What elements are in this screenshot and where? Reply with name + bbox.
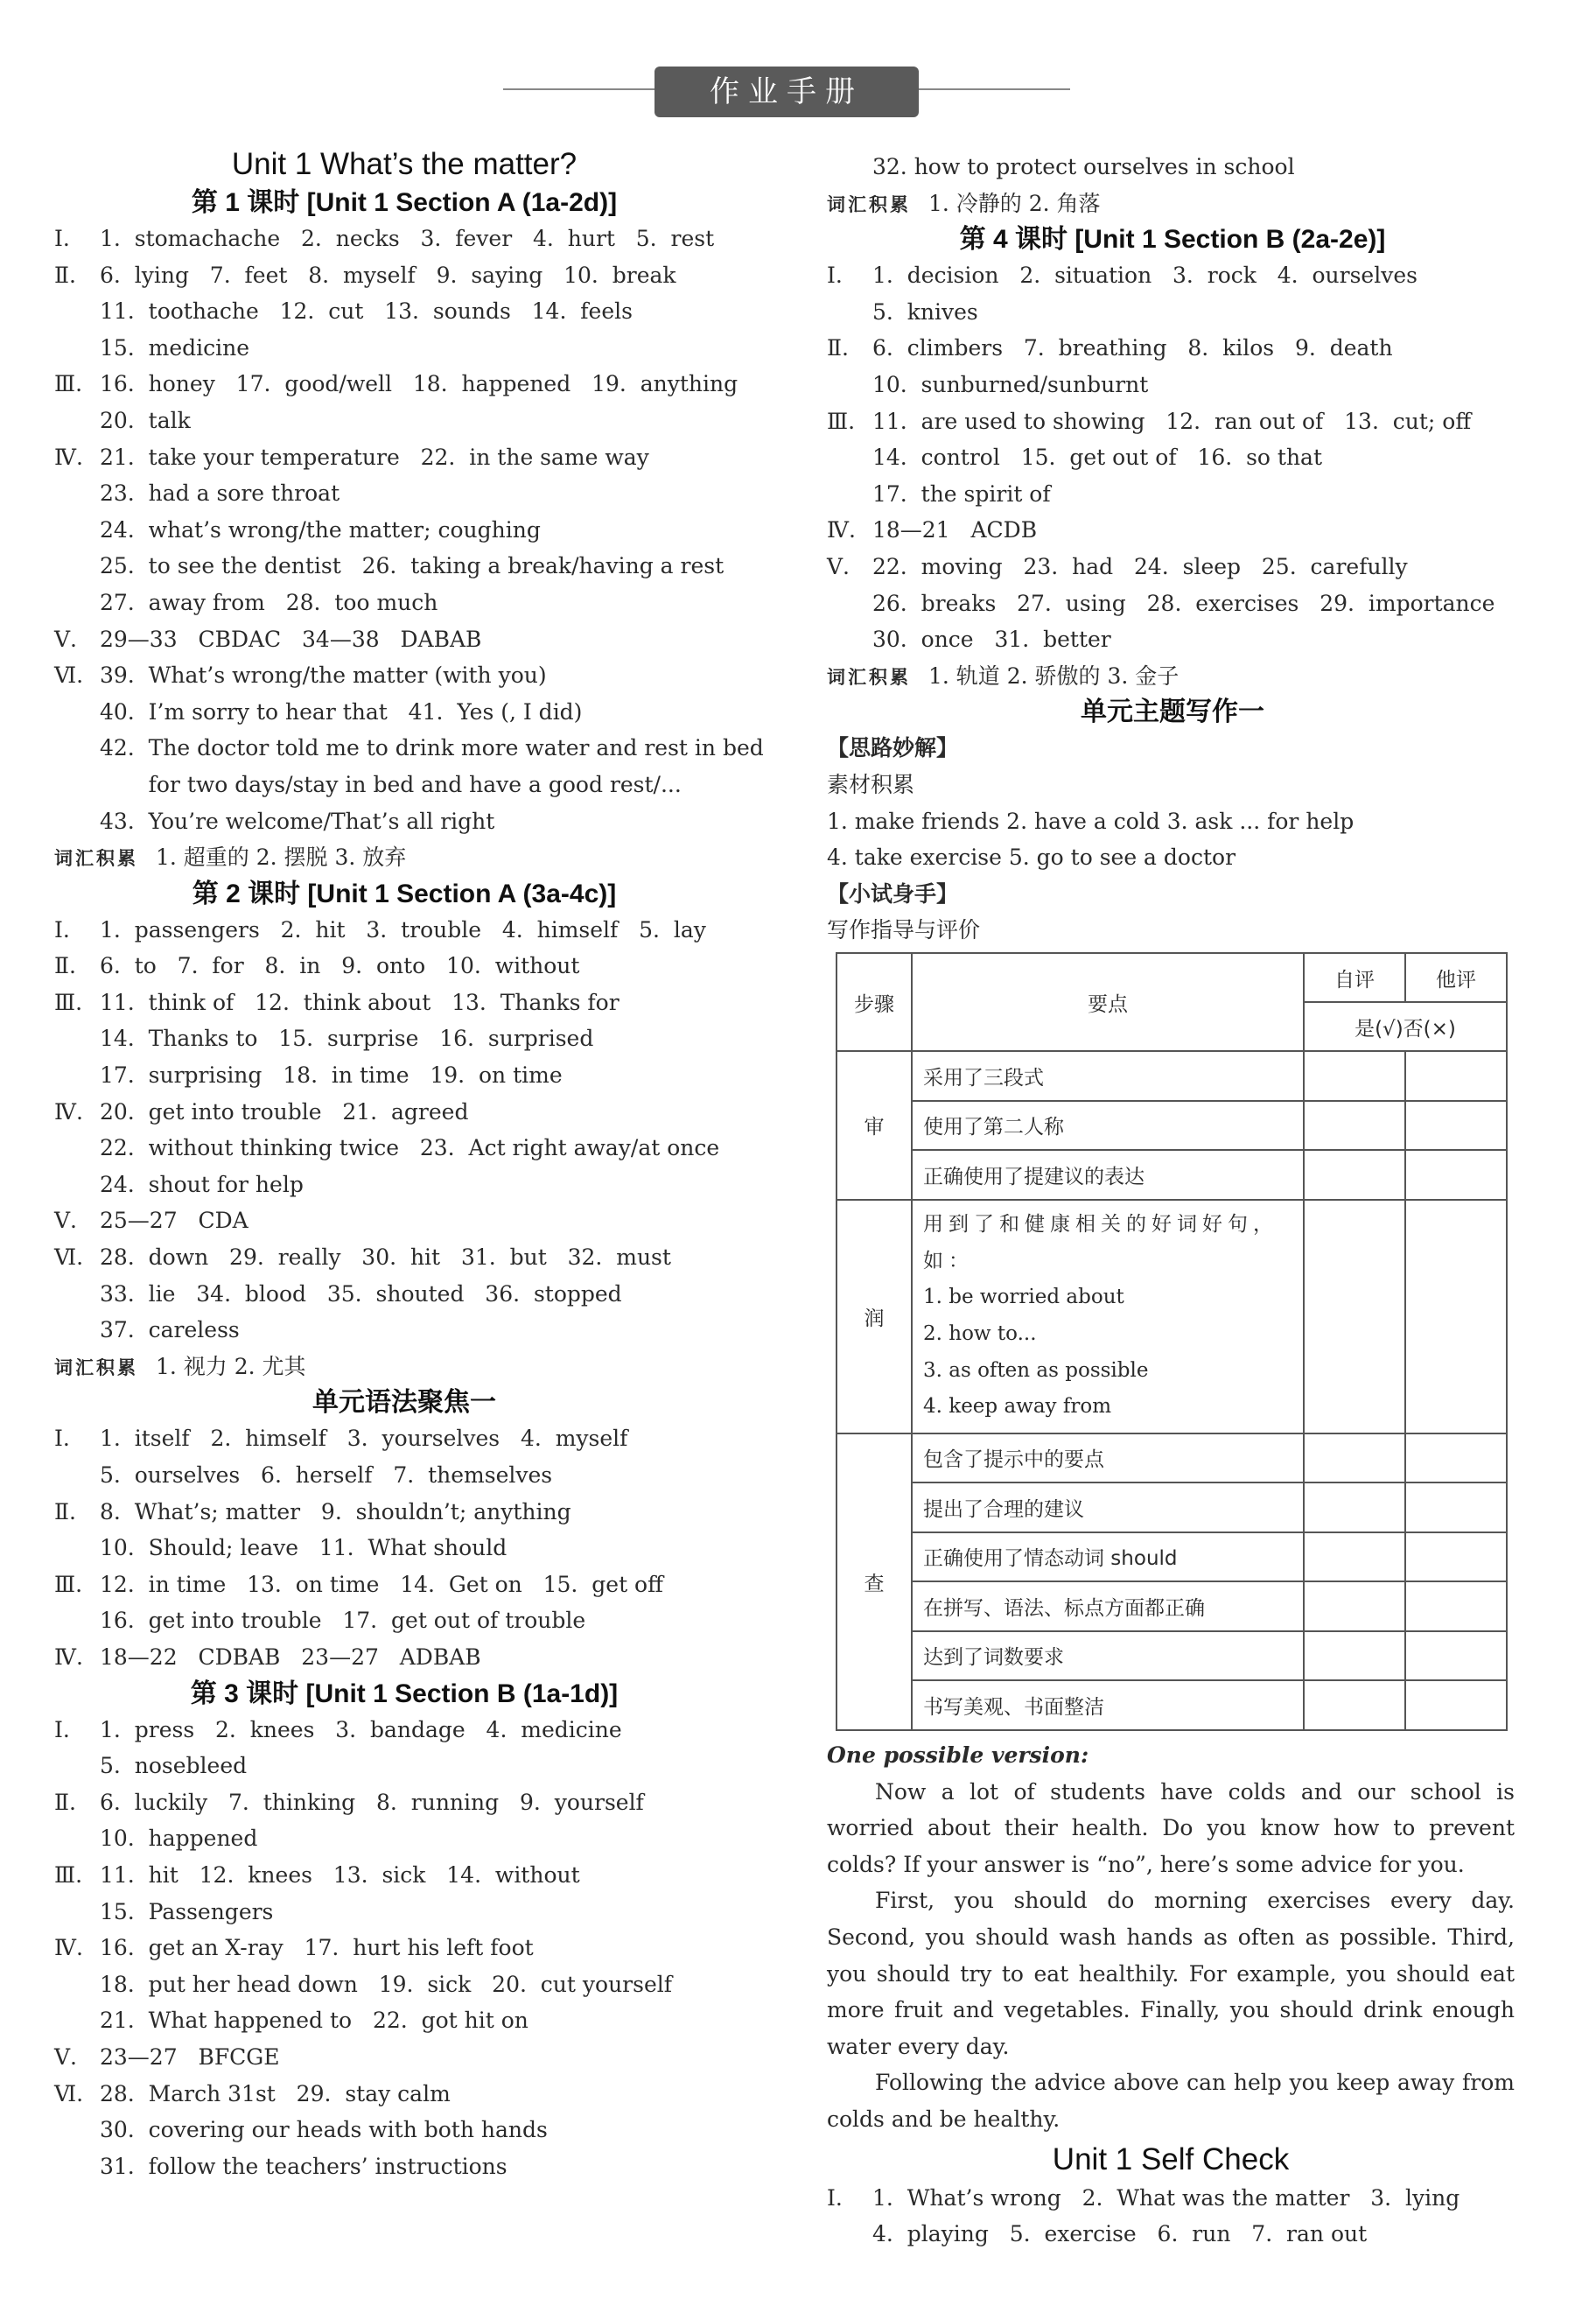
answer-text: 6. lying 7. feet 8. myself 9. saying 10. break [100,262,676,288]
section-numeral: Ⅴ. [54,1208,78,1234]
answer-text: 20. get into trouble 21. agreed [100,1098,469,1125]
criterion: 达到了词数要求 [912,1631,1304,1681]
section-numeral: Ⅰ. [54,226,70,251]
answer-line [54,475,754,512]
answer-text: 8. What’s; matter 9. shouldn’t; anything [100,1498,571,1524]
right-column [827,149,1518,949]
criterion: 采用了三段式 [912,1051,1304,1101]
answer-text: 16. get an X-ray 17. hurt his left foot [100,1935,534,1961]
answer-line [54,439,754,476]
answer-line [54,1820,754,1857]
answer-line [54,1312,754,1349]
section-numeral: Ⅱ. [54,1789,76,1815]
vocab-tag: 词汇积累 [827,193,911,215]
answer-text: 24. what’s wrong/the matter; coughing [100,516,541,543]
page-banner: 作业手册 [654,67,919,117]
polish-criteria: 用到了和健康相关的好词好句，如： 1. be worried about 2. how to... 3. as often as possible 4. keep away from [912,1200,1304,1433]
answer-text: 1. press 2. knees 3. bandage 4. medicine [100,1716,622,1742]
vocab-tag: 词汇积累 [827,666,911,688]
peer-cell [1405,1101,1507,1151]
answer-text: 11. hit 12. knees 13. sick 14. without [100,1861,580,1888]
section-numeral: Ⅳ. [827,517,856,543]
answer-text: 25—27 CDA [100,1208,248,1234]
answer-text: 16. get into trouble 17. get out of trouble [100,1608,586,1634]
answer-text: 43. You’re welcome/That’s all right [100,808,495,834]
peer-cell [1405,1581,1507,1631]
answer-text: 24. shout for help [100,1171,304,1197]
answer-text: 33. lie 34. blood 35. shouted 36. stopped [100,1280,622,1307]
peer-cell [1405,1200,1507,1433]
answer-line [54,512,754,549]
answer-line [54,293,754,330]
answer-line [54,948,754,985]
essay-paragraph: Now a lot of students have colds and our school is worried about their health. Do you know how to prevent colds? If your answer is “no”, here’s some advice for you. [827,1778,1515,1877]
answer-line [54,585,754,621]
answer-line [827,439,1518,476]
section-numeral: Ⅵ. [54,1244,84,1271]
section-numeral: Ⅱ. [54,262,76,288]
answer-text: 17. surprising 18. in time 19. on time [100,1062,563,1089]
criterion: 书写美观、书面整洁 [912,1680,1304,1730]
lesson2-vocab: 词汇积累 1. 视力 2. 尤其 [54,1353,306,1379]
section-numeral: Ⅱ. [54,1498,76,1524]
section-numeral: Ⅰ. [827,2184,843,2211]
answer-text: 12. in time 13. on time 14. Get on 15. get off [100,1571,663,1597]
answer-line [54,1894,754,1931]
answer-line [827,294,1518,331]
answer-text: 14. control 15. get out of 16. so that [872,445,1323,471]
answer-line [54,1420,754,1457]
answer-text: 5. knives [872,298,978,325]
col-self: 自评 [1304,953,1405,1002]
answer-line [54,1202,754,1239]
answer-text: 14. Thanks to 15. surprise 16. surprised [100,1026,594,1052]
section-numeral: Ⅲ. [54,371,83,397]
answer-line [54,548,754,585]
lesson3-answers [54,1712,754,2185]
answer-line [54,1639,754,1676]
answer-text: 4. playing 5. exercise 6. run 7. ran out [872,2221,1368,2247]
answer-text: 11. are used to showing 12. ran out of 13. cut; off [872,408,1472,434]
answer-line [54,1494,754,1531]
answer-line [54,1712,754,1749]
answer-text: 15. Passengers [100,1898,274,1924]
col-step: 步骤 [836,953,912,1051]
vocab-tag: 词汇积累 [54,1356,138,1378]
section-numeral: Ⅴ. [54,626,78,652]
answer-line [54,803,754,840]
self-cell [1304,1200,1405,1433]
answer-text: 1. passengers 2. hit 3. trouble 4. himself 5. lay [100,916,706,943]
answer-line [827,403,1518,440]
answer-line [54,1239,754,1276]
answer-text: 18—22 CDBAB 23—27 ADBAB [100,1644,481,1670]
answer-line [54,330,754,367]
answer-line [54,1130,754,1167]
step-polish: 润 [836,1200,912,1433]
answer-line [827,585,1518,622]
lesson4-title: 第 4 课时 [Unit 1 Section B (2a-2e)] [959,225,1386,255]
peer-cell [1405,1680,1507,1730]
answer-line [54,2076,754,2113]
answer-text: 1. What’s wrong 2. What was the matter 3. lying [872,2184,1460,2211]
section-numeral: Ⅳ. [54,444,83,470]
answer-text: 6. luckily 7. thinking 8. running 9. yourself [100,1789,644,1815]
peer-cell [1405,1051,1507,1101]
answer-text: 5. ourselves 6. herself 7. themselves [100,1462,553,1488]
answer-line [827,621,1518,658]
section-numeral: Ⅰ. [54,916,70,943]
section-numeral: Ⅴ. [827,553,850,579]
vocab-tag: 词汇积累 [54,848,138,870]
answer-line [54,1748,754,1784]
banner-rule-left [503,88,656,90]
self-cell [1304,1150,1405,1200]
section-numeral: Ⅰ. [54,1716,70,1742]
answer-text: 6. to 7. for 8. in 9. onto 10. without [100,953,580,979]
sample-essay [827,1737,1515,2253]
peer-cell [1405,1150,1507,1200]
peer-cell [1405,1482,1507,1532]
answer-line [54,1930,754,1966]
answer-text: 22. without thinking twice 23. Act right away/at once [100,1135,720,1161]
writing-title: 单元主题写作一 [1081,697,1264,727]
answer-line [54,1784,754,1821]
answer-text: 18. put her head down 19. sick 20. cut yourself [100,1971,673,1997]
answer-line [54,1094,754,1131]
answer-text: 37. careless [100,1317,240,1343]
answer-text: 11. think of 12. think about 13. Thanks for [100,989,620,1015]
materials-line: 1. make friends 2. have a cold 3. ask ... for help [827,808,1354,834]
criterion: 在拼写、语法、标点方面都正确 [912,1581,1304,1631]
answer-line [827,2180,1515,2217]
answer-line [54,657,754,694]
answer-text: 1. stomachache 2. necks 3. fever 4. hurt 5. rest [100,226,715,251]
guide-label: 写作指导与评价 [827,917,981,943]
answer-text: 15. medicine [100,334,250,361]
essay-lead: One possible version: [827,1742,1089,1768]
criterion: 提出了合理的建议 [912,1482,1304,1532]
answer-text: 28. March 31st 29. stay calm [100,2080,451,2106]
materials-line: 4. take exercise 5. go to see a doctor [827,845,1236,871]
criterion: 包含了提示中的要点 [912,1433,1304,1483]
lesson4-answers [827,257,1518,658]
answer-line [827,2216,1515,2253]
answer-line [54,1602,754,1639]
answer-text: 31. follow the teachers’ instructions [100,2153,508,2179]
essay-paragraph: Following the advice above can help you keep away from colds and be healthy. [827,2070,1515,2132]
lesson1-answers [54,221,764,839]
answer-line [827,512,1518,549]
unit-title: Unit 1 What’s the matter? [231,147,578,181]
col-peer: 他评 [1405,953,1507,1002]
answer-line [54,767,754,803]
answer-text: 6. climbers 7. breathing 8. kilos 9. death [872,335,1393,361]
section-numeral: Ⅵ. [54,2080,84,2106]
answer-line [54,1457,754,1494]
peer-cell [1405,1631,1507,1681]
answer-line [54,2112,754,2148]
answer-text: 10. sunburned/sunburnt [872,371,1149,397]
answer-line [54,1167,754,1203]
answer-line [54,257,754,294]
lesson4-vocab: 词汇积累 1. 轨道 2. 骄傲的 3. 金子 [827,662,1180,689]
answer-text: 25. to see the dentist 26. taking a break/having a rest [100,553,724,579]
answer-line [54,366,754,403]
left-column [54,144,764,2184]
answer-line [54,912,754,949]
answer-text: 1. itself 2. himself 3. yourselves 4. myself [100,1426,628,1452]
answer-text: 10. happened [100,1826,258,1852]
lesson1-vocab: 词汇积累 1. 超重的 2. 摆脱 3. 放弃 [54,845,407,871]
answer-line [54,1966,754,2003]
answer-line [827,476,1518,513]
lesson2-answers [54,912,754,1349]
answer-line [54,1857,754,1894]
section-numeral: Ⅵ. [54,662,84,689]
self-cell [1304,1581,1405,1631]
self-check-answers [827,2180,1515,2253]
answer-text: 18—21 ACDB [872,517,1038,543]
essay-paragraph: First, you should do morning exercises every day. Second, you should wash hands as often as possible. Third, you should try to eat healthily. For example, you should eat more fruit and vegetables. Finally, you should drink enough water every day. [827,1888,1515,2059]
answer-line [54,221,754,257]
step-check: 查 [836,1433,912,1730]
answer-text: 21. take your temperature 22. in the same way [100,444,649,470]
section-numeral: Ⅲ. [54,1571,83,1597]
answer-line [54,730,764,767]
answer-text: for two days/stay in bed and have a good rest/... [100,771,682,797]
answer-text: 29—33 CBDAC 34—38 DABAB [100,626,482,652]
answer-line [54,1020,754,1057]
answer-line [54,985,754,1021]
answer-line [54,621,754,658]
answer-text: 22. moving 23. had 24. sleep 25. carefully [872,553,1408,579]
answer-line [827,257,1518,294]
criterion: 正确使用了情态动词 should [912,1532,1304,1582]
answer-text: 28. down 29. really 30. hit 31. but 32. must [100,1244,671,1271]
step-review: 审 [836,1051,912,1200]
grammar-title: 单元语法聚焦一 [312,1388,496,1418]
lesson1-title: 第 1 课时 [Unit 1 Section A (1a-2d)] [191,188,618,217]
thinking-heading: 【思路妙解】 [827,735,959,761]
answer-line [827,549,1518,585]
answer-text: 27. away from 28. too much [100,589,438,615]
self-cell [1304,1101,1405,1151]
peer-cell [1405,1433,1507,1483]
section-numeral: Ⅳ. [54,1644,83,1670]
answer-text: 10. Should; leave 11. What should [100,1535,508,1561]
peer-cell [1405,1532,1507,1582]
answer-line [827,367,1518,403]
lesson2-title: 第 2 课时 [Unit 1 Section A (3a-4c)] [192,879,617,908]
grammar-answers [54,1420,754,1675]
yes-no-header: 是(√)否(×) [1304,1002,1507,1051]
col-points: 要点 [912,953,1304,1051]
self-check-title: Unit 1 Self Check [1052,2141,1290,2176]
answer-text: 40. I’m sorry to hear that 41. Yes (, I did) [100,698,583,725]
answer-line [54,2148,754,2185]
section-numeral: Ⅰ. [827,263,843,289]
lesson3-continued: 32. how to protect ourselves in school [872,154,1295,179]
answer-text: 23. had a sore throat [100,480,340,507]
answer-line [54,1530,754,1567]
criterion: 使用了第二人称 [912,1101,1304,1151]
self-cell [1304,1680,1405,1730]
answer-line [54,2039,754,2076]
section-numeral: Ⅴ. [54,2043,78,2070]
section-numeral: Ⅲ. [827,408,856,434]
answer-text: 20. talk [100,407,191,433]
materials-label: 素材积累 [827,771,915,797]
section-numeral: Ⅳ. [54,1935,83,1961]
section-numeral: Ⅲ. [54,1861,83,1888]
answer-text: 5. nosebleed [100,1753,248,1779]
lesson3-title: 第 3 课时 [Unit 1 Section B (1a-1d)] [190,1679,619,1708]
banner-rule-right [917,88,1070,90]
lesson3-vocab: 词汇积累 1. 冷静的 2. 角落 [827,190,1101,216]
answer-text: 16. honey 17. good/well 18. happened 19. anything [100,371,738,397]
answer-text: 26. breaks 27. using 28. exercises 29. importance [872,590,1495,616]
self-cell [1304,1433,1405,1483]
self-cell [1304,1532,1405,1582]
answer-text: 42. The doctor told me to drink more water and rest in bed [100,735,764,761]
section-numeral: Ⅳ. [54,1098,83,1125]
answer-line [54,403,754,439]
answer-text: 39. What’s wrong/the matter (with you) [100,662,547,689]
answer-line [54,1276,754,1313]
section-numeral: Ⅰ. [54,1426,70,1452]
answer-text: 30. covering our heads with both hands [100,2117,548,2143]
answer-line [827,330,1518,367]
answer-line [54,2002,754,2039]
self-cell [1304,1051,1405,1101]
answer-text: 1. decision 2. situation 3. rock 4. ourselves [872,263,1418,289]
answer-text: 23—27 BFCGE [100,2043,280,2070]
section-numeral: Ⅱ. [827,335,849,361]
answer-text: 11. toothache 12. cut 13. sounds 14. feels [100,298,633,325]
criterion: 正确使用了提建议的表达 [912,1150,1304,1200]
try-heading: 【小试身手】 [827,880,959,907]
answer-line [54,694,754,731]
answer-text: 17. the spirit of [872,480,1051,507]
self-cell [1304,1482,1405,1532]
section-numeral: Ⅲ. [54,989,83,1015]
answer-line [54,1057,754,1094]
section-numeral: Ⅱ. [54,953,76,979]
answer-line [54,1567,754,1603]
evaluation-table [836,952,1508,1731]
answer-text: 30. once 31. better [872,627,1111,653]
self-cell [1304,1631,1405,1681]
answer-text: 21. What happened to 22. got hit on [100,2008,528,2034]
